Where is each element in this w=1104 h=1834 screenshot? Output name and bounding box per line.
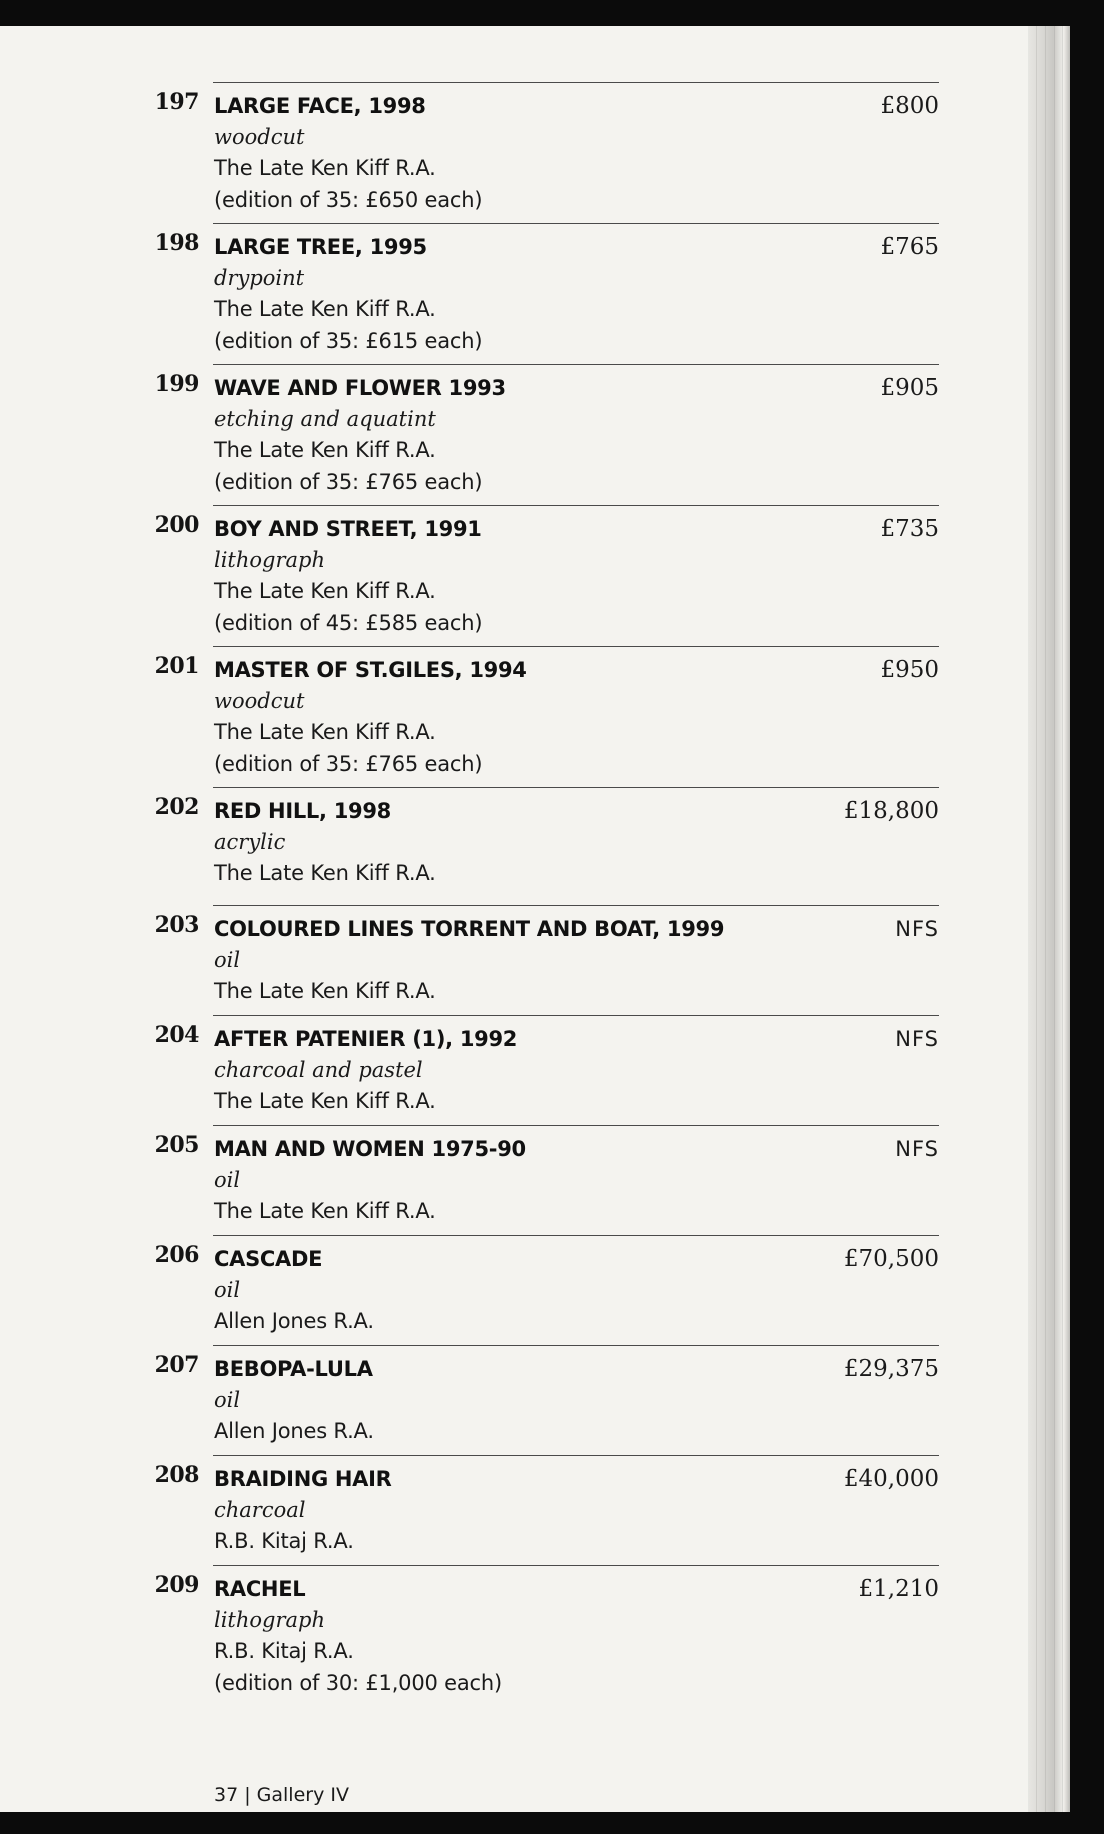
- artwork-medium: oil: [214, 948, 241, 972]
- entry-body: [213, 1346, 939, 1447]
- catalogue-entry: [154, 82, 939, 223]
- artwork-price: NFS: [895, 917, 939, 941]
- catalogue-entry: [154, 505, 939, 646]
- lot-number: 203: [154, 912, 199, 938]
- artwork-price: £29,375: [843, 1356, 939, 1382]
- edition-info: (edition of 35: £765 each): [214, 470, 483, 494]
- artwork-title: CASCADE: [214, 1247, 323, 1271]
- catalogue-entry: [154, 1565, 939, 1706]
- catalogue-entry: [154, 905, 939, 1015]
- lot-number: 206: [154, 1242, 199, 1268]
- catalogue-entry: [154, 1235, 939, 1345]
- artwork-medium: charcoal and pastel: [214, 1058, 423, 1082]
- lot-number: 204: [154, 1022, 199, 1048]
- artwork-price: NFS: [895, 1027, 939, 1051]
- entry-body: [213, 647, 939, 780]
- lot-number: 208: [154, 1462, 199, 1488]
- artwork-title: LARGE FACE, 1998: [214, 94, 426, 118]
- artwork-title: RED HILL, 1998: [214, 799, 391, 823]
- artwork-medium: drypoint: [214, 266, 305, 290]
- entry-body: [213, 906, 939, 1007]
- artwork-price: £735: [880, 516, 939, 542]
- artwork-price: £1,210: [858, 1576, 939, 1602]
- artwork-medium: oil: [214, 1278, 241, 1302]
- lot-number: 207: [154, 1352, 199, 1378]
- entry-body: [213, 1456, 939, 1557]
- artist-name: The Late Ken Kiff R.A.: [214, 297, 436, 321]
- artwork-title: BRAIDING HAIR: [214, 1467, 392, 1491]
- lot-number: 205: [154, 1132, 199, 1158]
- entry-body: [213, 1126, 939, 1227]
- entry-body: [213, 1236, 939, 1337]
- entry-body: [213, 788, 939, 889]
- edition-info: (edition of 35: £615 each): [214, 329, 483, 353]
- entry-body: [213, 1016, 939, 1117]
- entry-body: [213, 83, 939, 216]
- artist-name: R.B. Kitaj R.A.: [214, 1529, 354, 1553]
- artist-name: The Late Ken Kiff R.A.: [214, 861, 436, 885]
- edition-info: (edition of 45: £585 each): [214, 611, 483, 635]
- artwork-medium: woodcut: [214, 125, 305, 149]
- artwork-medium: charcoal: [214, 1498, 306, 1522]
- artwork-medium: lithograph: [214, 548, 326, 572]
- artwork-price: £905: [880, 375, 939, 401]
- entry-body: [213, 506, 939, 639]
- artwork-price: £800: [880, 93, 939, 119]
- entry-body: [213, 365, 939, 498]
- artwork-title: WAVE AND FLOWER 1993: [214, 376, 506, 400]
- artist-name: The Late Ken Kiff R.A.: [214, 979, 436, 1003]
- catalogue-entry: [154, 787, 939, 905]
- artwork-title: MASTER OF ST.GILES, 1994: [214, 658, 527, 682]
- artwork-price: £70,500: [843, 1246, 939, 1272]
- artwork-title: COLOURED LINES TORRENT AND BOAT, 1999: [214, 917, 725, 941]
- catalogue-entry: [154, 364, 939, 505]
- artwork-price: £18,800: [843, 798, 939, 824]
- page-footer: 37 | Gallery IV: [214, 1784, 349, 1806]
- lot-number: 197: [154, 89, 199, 115]
- lot-number: 202: [154, 794, 199, 820]
- artist-name: The Late Ken Kiff R.A.: [214, 438, 436, 462]
- catalogue-entry: [154, 646, 939, 787]
- entry-body: [213, 224, 939, 357]
- artwork-medium: etching and aquatint: [214, 407, 436, 431]
- catalogue-entry: [154, 1015, 939, 1125]
- artwork-title: RACHEL: [214, 1577, 306, 1601]
- artist-name: Allen Jones R.A.: [214, 1309, 374, 1333]
- catalogue-entry: [154, 1125, 939, 1235]
- catalogue-entry: [154, 1455, 939, 1565]
- edition-info: (edition of 35: £765 each): [214, 752, 483, 776]
- lot-number: 209: [154, 1572, 199, 1598]
- edition-info: (edition of 35: £650 each): [214, 188, 483, 212]
- artwork-price: £40,000: [843, 1466, 939, 1492]
- lot-number: 201: [154, 653, 199, 679]
- artwork-price: NFS: [895, 1137, 939, 1161]
- artwork-title: MAN AND WOMEN 1975-90: [214, 1137, 526, 1161]
- artwork-title: LARGE TREE, 1995: [214, 235, 427, 259]
- artwork-medium: acrylic: [214, 830, 286, 854]
- lot-number: 199: [154, 371, 199, 397]
- catalogue-list: [0, 82, 1044, 1706]
- edition-info: (edition of 30: £1,000 each): [214, 1671, 502, 1695]
- artwork-medium: lithograph: [214, 1608, 326, 1632]
- catalogue-entry: [154, 223, 939, 364]
- artist-name: The Late Ken Kiff R.A.: [214, 156, 436, 180]
- artwork-price: £950: [880, 657, 939, 683]
- catalogue-entry: [154, 1345, 939, 1455]
- page-edge: [1028, 26, 1070, 1812]
- artwork-title: BOY AND STREET, 1991: [214, 517, 482, 541]
- artist-name: The Late Ken Kiff R.A.: [214, 720, 436, 744]
- artwork-title: BEBOPA-LULA: [214, 1357, 373, 1381]
- artist-name: The Late Ken Kiff R.A.: [214, 579, 436, 603]
- artwork-medium: oil: [214, 1388, 241, 1412]
- artist-name: The Late Ken Kiff R.A.: [214, 1199, 436, 1223]
- artwork-medium: woodcut: [214, 689, 305, 713]
- lot-number: 200: [154, 512, 199, 538]
- artwork-title: AFTER PATENIER (1), 1992: [214, 1027, 518, 1051]
- catalogue-page: [0, 26, 1044, 1812]
- artist-name: The Late Ken Kiff R.A.: [214, 1089, 436, 1113]
- artwork-price: £765: [880, 234, 939, 260]
- artist-name: R.B. Kitaj R.A.: [214, 1639, 354, 1663]
- artwork-medium: oil: [214, 1168, 241, 1192]
- artist-name: Allen Jones R.A.: [214, 1419, 374, 1443]
- lot-number: 198: [154, 230, 199, 256]
- entry-body: [213, 1566, 939, 1699]
